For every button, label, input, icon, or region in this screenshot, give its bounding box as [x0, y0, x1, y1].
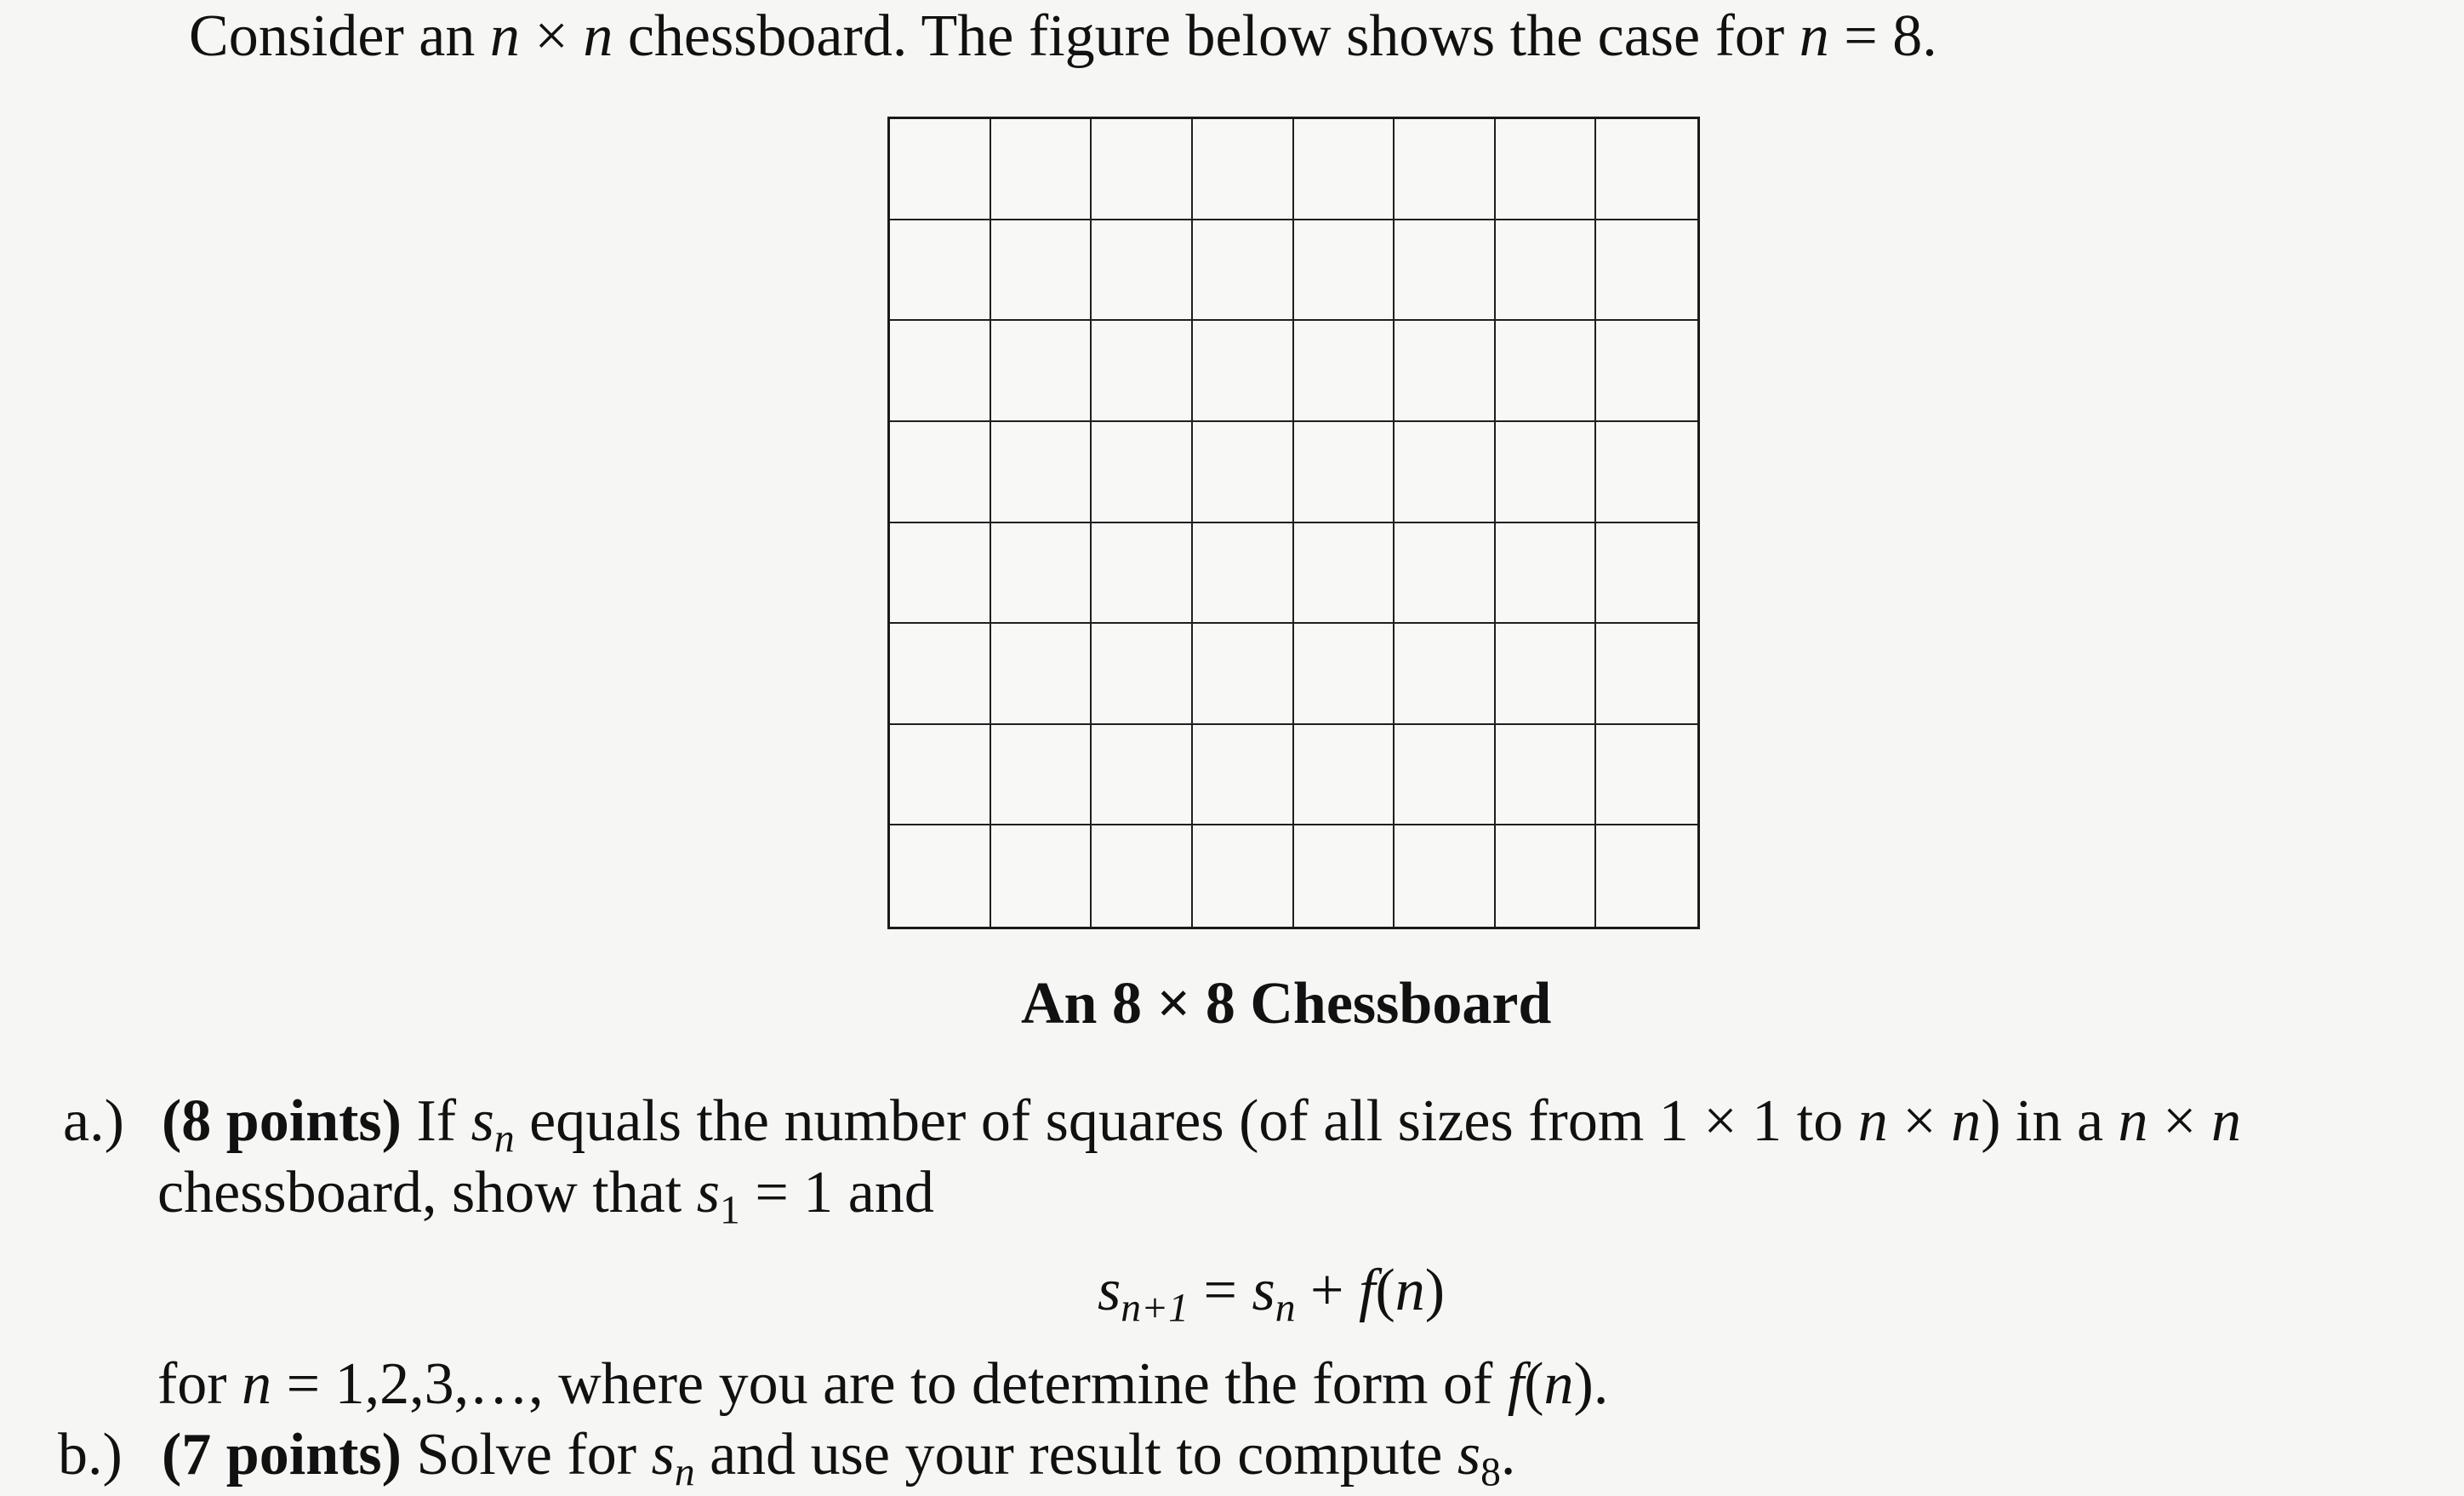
board-cell	[1294, 422, 1395, 523]
board-cell	[991, 825, 1092, 927]
board-cell	[1395, 725, 1496, 826]
board-cell	[991, 624, 1092, 725]
board-cell	[1294, 220, 1395, 322]
board-cell	[1193, 725, 1294, 826]
board-cell	[1395, 624, 1496, 725]
board-cell	[1092, 523, 1193, 625]
times-sign: ×	[519, 3, 584, 69]
var-s: s	[1252, 1258, 1275, 1323]
board-cell	[1294, 825, 1395, 927]
part-b-points: (7 points)	[162, 1422, 402, 1487]
subscript-n: n	[493, 1116, 515, 1162]
board-cell	[1496, 624, 1597, 725]
part-b-label: b.)	[58, 1422, 123, 1487]
board-cell	[1193, 825, 1294, 927]
recurrence-formula	[1098, 1258, 1446, 1331]
subscript-n-plus-1	[1121, 1286, 1189, 1330]
function-f: f	[1358, 1258, 1376, 1323]
subscript-n: n	[1275, 1286, 1296, 1331]
board-cell	[1193, 119, 1294, 220]
board-cell	[991, 523, 1092, 625]
board-cell	[1294, 725, 1395, 826]
board-cell	[1092, 725, 1193, 826]
board-cell	[1496, 220, 1597, 322]
plus-sign: +	[1295, 1258, 1359, 1323]
board-cell	[1193, 422, 1294, 523]
var-n: n	[2211, 1088, 2242, 1154]
text: = 1 and	[739, 1160, 934, 1225]
var-s: s	[696, 1160, 721, 1225]
text: Solve for	[401, 1422, 652, 1487]
board-cell	[1092, 624, 1193, 725]
board-cell	[1496, 119, 1597, 220]
board-cell	[1496, 725, 1597, 826]
var-n: n	[1857, 1088, 1888, 1154]
board-cell	[1294, 523, 1395, 625]
intro-text: = 8.	[1828, 3, 1937, 69]
var-s: s	[651, 1422, 675, 1487]
board-cell	[1294, 119, 1395, 220]
board-cell	[1395, 119, 1496, 220]
subscript-text: n+1	[1121, 1286, 1189, 1331]
board-cell	[890, 422, 991, 523]
board-cell	[890, 321, 991, 422]
board-cell	[1193, 624, 1294, 725]
board-cell	[1596, 523, 1697, 625]
text: .	[1500, 1422, 1516, 1487]
board-cell	[1596, 725, 1697, 826]
part-a-line-1	[162, 1088, 2242, 1162]
board-cell	[1395, 825, 1496, 927]
part-a-line-2	[157, 1160, 934, 1233]
text: ).	[1573, 1351, 1609, 1417]
board-cell	[1496, 422, 1597, 523]
var-n: n	[583, 3, 613, 69]
var-n: n	[242, 1351, 272, 1417]
board-cell	[890, 220, 991, 322]
board-cell	[1395, 422, 1496, 523]
text: = 1,2,3,…, where you are to determine the form of	[271, 1351, 1508, 1417]
intro-text: Consider an	[189, 3, 490, 69]
board-cell	[991, 422, 1092, 523]
part-a-label: a.)	[63, 1088, 124, 1154]
board-cell	[1092, 422, 1193, 523]
board-cell	[1496, 523, 1597, 625]
board-cell	[1395, 321, 1496, 422]
part-b-line-1	[162, 1422, 1516, 1495]
board-cell	[1596, 321, 1697, 422]
board-cell	[1193, 523, 1294, 625]
board-cell	[1193, 220, 1294, 322]
board-cell	[1496, 825, 1597, 927]
var-s: s	[1098, 1258, 1121, 1323]
var-n: n	[1799, 3, 1829, 69]
intro-text: chessboard. The figure below shows the case for	[613, 3, 1800, 69]
board-cell	[1596, 825, 1697, 927]
text: chessboard, show that	[157, 1160, 697, 1225]
board-cell	[1193, 321, 1294, 422]
board-cell	[890, 825, 991, 927]
var-n: n	[1395, 1258, 1425, 1323]
subscript-1: 1	[720, 1188, 740, 1233]
subscript-8: 8	[1480, 1450, 1501, 1495]
var-s: s	[1457, 1422, 1481, 1487]
board-cell	[991, 119, 1092, 220]
times-sign: ×	[2147, 1088, 2212, 1154]
var-n: n	[1543, 1351, 1574, 1417]
subscript-n: n	[674, 1450, 695, 1495]
paren: )	[1424, 1258, 1446, 1323]
board-cell	[1294, 321, 1395, 422]
times-sign: ×	[1887, 1088, 1952, 1154]
equals-sign: =	[1188, 1258, 1252, 1323]
board-cell	[991, 321, 1092, 422]
board-cell	[1596, 624, 1697, 725]
board-cell	[1092, 119, 1193, 220]
chessboard-figure	[887, 117, 1700, 929]
board-cell	[890, 119, 991, 220]
board-cell	[1596, 119, 1697, 220]
board-cell	[890, 624, 991, 725]
part-a-points: (8 points)	[162, 1088, 402, 1154]
function-f: f	[1507, 1351, 1525, 1417]
text: If	[401, 1088, 471, 1154]
board-cell	[1092, 825, 1193, 927]
var-n: n	[1951, 1088, 1982, 1154]
board-cell	[1596, 422, 1697, 523]
board-cell	[890, 523, 991, 625]
text: ) in a	[1981, 1088, 2119, 1154]
text: for	[157, 1351, 242, 1417]
board-cell	[1092, 220, 1193, 322]
board-cell	[1092, 321, 1193, 422]
board-cell	[991, 220, 1092, 322]
figure-caption: An 8 × 8 Chessboard	[1021, 971, 1552, 1036]
board-cell	[890, 725, 991, 826]
var-n: n	[489, 3, 520, 69]
board-cell	[1596, 220, 1697, 322]
paren: (	[1524, 1351, 1544, 1417]
var-n: n	[2118, 1088, 2148, 1154]
paren: (	[1375, 1258, 1395, 1323]
board-cell	[1395, 523, 1496, 625]
board-cell	[991, 725, 1092, 826]
board-cell	[1294, 624, 1395, 725]
intro-sentence	[189, 3, 1937, 69]
board-cell	[1496, 321, 1597, 422]
text: equals the number of squares (of all sizes from 1 × 1 to	[514, 1088, 1858, 1154]
part-a-line-3	[157, 1351, 1609, 1417]
text: and use your result to compute	[694, 1422, 1457, 1487]
var-s: s	[471, 1088, 494, 1154]
board-cell	[1395, 220, 1496, 322]
